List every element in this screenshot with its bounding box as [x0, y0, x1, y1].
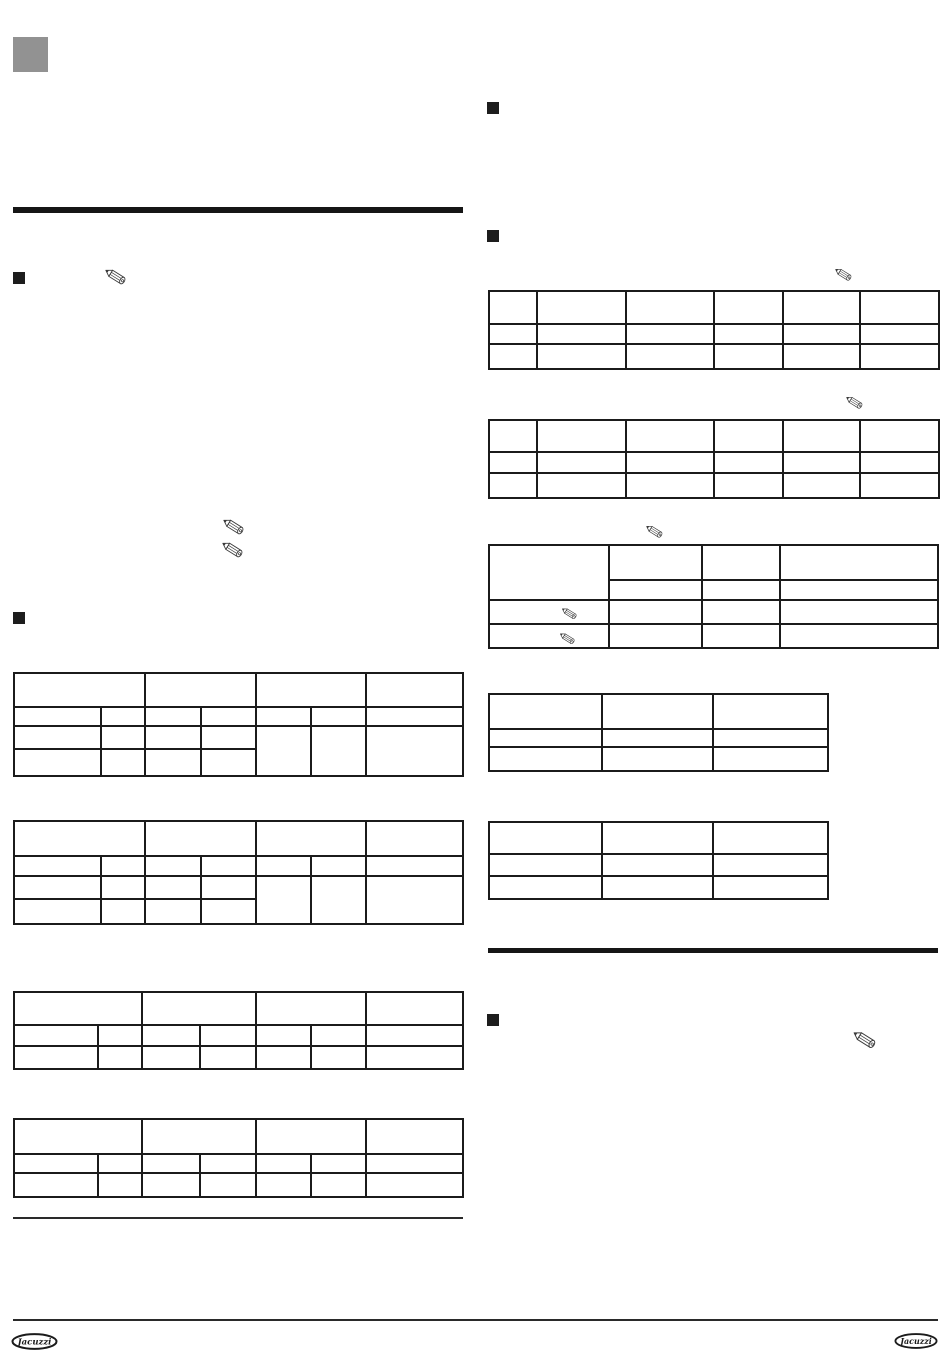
table-cell	[201, 707, 256, 726]
table-cell	[602, 747, 713, 771]
table-cell	[14, 726, 101, 749]
table-cell	[145, 749, 201, 776]
table-header-row	[14, 821, 463, 856]
table-row	[14, 1173, 463, 1197]
table-cell	[142, 1119, 256, 1154]
table-cell	[311, 1173, 366, 1197]
table-cell	[609, 545, 702, 580]
table-header-row	[489, 291, 939, 324]
section-bullet-icon	[487, 230, 499, 242]
table-header-row	[489, 822, 828, 854]
jacuzzi-logo-right	[894, 1333, 938, 1349]
table-cell	[256, 1154, 311, 1173]
table-cell	[311, 1046, 366, 1069]
table-cell	[101, 856, 145, 876]
table-cell	[366, 726, 463, 776]
spec-table-9	[488, 821, 829, 900]
section-bullet-icon	[487, 1014, 499, 1026]
spec-table-2	[13, 820, 464, 925]
table-cell	[145, 726, 201, 749]
table-cell	[366, 673, 463, 707]
spec-table-4	[13, 1118, 464, 1198]
table-cell	[783, 324, 860, 344]
table-cell	[602, 876, 713, 899]
table-cell	[256, 856, 311, 876]
table-cell	[714, 420, 783, 452]
table-cell	[713, 876, 828, 899]
table-header-row	[14, 992, 463, 1025]
table-cell	[780, 580, 938, 600]
table-cell	[714, 473, 783, 498]
table-cell	[602, 694, 713, 729]
spec-table-7	[488, 544, 939, 649]
table-cell	[145, 876, 201, 899]
table-cell	[145, 856, 201, 876]
left-section-rule	[13, 207, 463, 213]
table-cell	[14, 1046, 98, 1069]
left-column-end-rule	[13, 1217, 463, 1219]
table-cell	[201, 749, 256, 776]
table-cell	[14, 1025, 98, 1046]
table-cell	[626, 420, 714, 452]
table-cell	[537, 473, 626, 498]
table-cell	[311, 707, 366, 726]
jacuzzi-logo-text: Jacuzzi	[17, 1337, 52, 1348]
spec-table-6	[488, 419, 940, 499]
table-cell	[142, 992, 256, 1025]
table-cell	[489, 344, 537, 369]
table-cell	[201, 899, 256, 924]
table-cell	[602, 729, 713, 747]
table-cell	[98, 1025, 142, 1046]
table-row	[14, 876, 463, 899]
table-cell	[626, 452, 714, 473]
jacuzzi-logo-text: Jacuzzi	[900, 1336, 932, 1346]
table-cell	[713, 694, 828, 729]
table-cell	[101, 707, 145, 726]
table-cell	[200, 1046, 256, 1069]
spec-table-3	[13, 991, 464, 1070]
table-row	[489, 452, 939, 473]
table-cell	[256, 1025, 311, 1046]
spec-table-8	[488, 693, 829, 772]
table-cell	[366, 707, 463, 726]
table-cell	[366, 1173, 463, 1197]
table-cell	[537, 420, 626, 452]
section-bullet-icon	[13, 612, 25, 624]
table-cell	[702, 545, 780, 580]
table-cell	[256, 992, 366, 1025]
table-cell	[602, 854, 713, 876]
table-cell	[98, 1173, 142, 1197]
table-row	[14, 1154, 463, 1173]
table-cell	[702, 600, 780, 624]
pencil-label-cell	[489, 624, 609, 648]
table-cell	[256, 876, 311, 924]
table-row	[489, 876, 828, 899]
section-bullet-icon	[487, 102, 499, 114]
table-row	[489, 324, 939, 344]
table-cell	[256, 1173, 311, 1197]
table-cell	[145, 899, 201, 924]
table-cell	[256, 707, 311, 726]
table-cell	[14, 1119, 142, 1154]
table-cell	[713, 854, 828, 876]
pencil-icon	[219, 514, 247, 539]
table-cell	[311, 1025, 366, 1046]
table-cell	[14, 1154, 98, 1173]
table-cell	[14, 821, 145, 856]
table-cell	[489, 876, 602, 899]
table-cell	[145, 707, 201, 726]
table-cell	[702, 580, 780, 600]
table-cell	[142, 1046, 200, 1069]
table-cell	[714, 291, 783, 324]
table-cell	[256, 1119, 366, 1154]
table-row	[14, 1025, 463, 1046]
table-cell	[98, 1046, 142, 1069]
pencil-icon	[101, 264, 129, 289]
table-header-row	[489, 545, 938, 580]
table-row	[489, 600, 938, 624]
table-header-row	[14, 673, 463, 707]
pencil-icon	[643, 521, 665, 541]
table-cell	[200, 1173, 256, 1197]
table-cell	[489, 452, 537, 473]
table-cell	[537, 452, 626, 473]
table-cell	[98, 1154, 142, 1173]
table-header-row	[14, 1119, 463, 1154]
table-row	[489, 624, 938, 648]
table-row	[14, 726, 463, 749]
table-header-row	[489, 694, 828, 729]
table-cell	[713, 747, 828, 771]
table-cell	[311, 726, 366, 776]
table-cell	[860, 452, 939, 473]
table-cell	[201, 876, 256, 899]
table-cell	[702, 624, 780, 648]
table-cell	[602, 822, 713, 854]
table-cell	[626, 473, 714, 498]
right-section-rule	[488, 948, 938, 953]
table-cell	[626, 291, 714, 324]
table-cell	[609, 624, 702, 648]
table-cell	[860, 344, 939, 369]
table-cell	[14, 992, 142, 1025]
table-cell	[366, 1025, 463, 1046]
table-cell	[14, 749, 101, 776]
table-cell	[366, 1119, 463, 1154]
table-cell	[14, 707, 101, 726]
table-cell	[860, 420, 939, 452]
table-cell	[783, 344, 860, 369]
pencil-icon	[218, 537, 246, 562]
spec-table-1	[13, 672, 464, 777]
table-cell	[783, 291, 860, 324]
pencil-icon	[849, 1026, 879, 1053]
table-cell	[609, 600, 702, 624]
pencil-icon	[832, 264, 854, 284]
table-cell	[489, 420, 537, 452]
table-cell	[537, 291, 626, 324]
table-cell	[489, 324, 537, 344]
table-cell	[783, 473, 860, 498]
table-cell	[201, 856, 256, 876]
table-cell	[713, 822, 828, 854]
table-cell	[142, 1025, 200, 1046]
pencil-icon	[843, 392, 865, 412]
table-cell	[860, 324, 939, 344]
table-row	[14, 707, 463, 726]
table-cell	[14, 673, 145, 707]
table-cell	[142, 1154, 200, 1173]
table-cell	[366, 856, 463, 876]
table-cell	[101, 749, 145, 776]
table-row	[14, 1046, 463, 1069]
table-cell	[489, 854, 602, 876]
table-cell	[366, 992, 463, 1025]
table-cell	[366, 876, 463, 924]
table-cell	[609, 580, 702, 600]
table-cell	[783, 452, 860, 473]
table-cell	[145, 673, 256, 707]
table-cell	[537, 344, 626, 369]
table-cell	[200, 1154, 256, 1173]
table-header-row	[489, 420, 939, 452]
table-cell	[311, 1154, 366, 1173]
table-row	[489, 473, 939, 498]
table-cell	[860, 473, 939, 498]
table-cell	[200, 1025, 256, 1046]
table-cell	[860, 291, 939, 324]
table-cell	[256, 673, 366, 707]
table-cell	[489, 729, 602, 747]
table-row	[489, 747, 828, 771]
table-cell	[713, 729, 828, 747]
table-cell	[101, 899, 145, 924]
table-cell	[714, 344, 783, 369]
table-cell	[14, 876, 101, 899]
table-cell	[101, 726, 145, 749]
table-cell	[489, 694, 602, 729]
table-cell	[714, 452, 783, 473]
table-row	[489, 729, 828, 747]
table-cell	[256, 726, 311, 776]
section-bullet-icon	[13, 272, 25, 284]
table-cell	[780, 600, 938, 624]
table-cell	[783, 420, 860, 452]
table-cell	[537, 324, 626, 344]
table-cell	[14, 856, 101, 876]
table-cell	[101, 876, 145, 899]
table-cell	[489, 822, 602, 854]
table-cell	[489, 747, 602, 771]
table-cell	[14, 899, 101, 924]
table-cell	[626, 344, 714, 369]
table-cell	[714, 324, 783, 344]
footer-rule	[13, 1319, 938, 1321]
table-row	[14, 856, 463, 876]
table-cell	[201, 726, 256, 749]
table-cell	[489, 473, 537, 498]
table-cell	[14, 1173, 98, 1197]
pencil-label-cell	[489, 600, 609, 624]
table-cell	[311, 876, 366, 924]
chapter-tab-square	[13, 37, 48, 72]
table-cell	[256, 821, 366, 856]
table-row	[489, 344, 939, 369]
spec-table-5	[488, 290, 940, 370]
table-cell	[142, 1173, 200, 1197]
table-cell	[489, 291, 537, 324]
table-cell	[145, 821, 256, 856]
jacuzzi-logo-left	[11, 1333, 58, 1350]
table-cell	[366, 1154, 463, 1173]
table-cell	[366, 1046, 463, 1069]
table-cell	[780, 545, 938, 580]
table-cell	[626, 324, 714, 344]
table-cell	[311, 856, 366, 876]
table-row	[489, 854, 828, 876]
table-cell	[780, 624, 938, 648]
diagonal-header-cell	[489, 545, 609, 600]
table-cell	[256, 1046, 311, 1069]
table-cell	[366, 821, 463, 856]
